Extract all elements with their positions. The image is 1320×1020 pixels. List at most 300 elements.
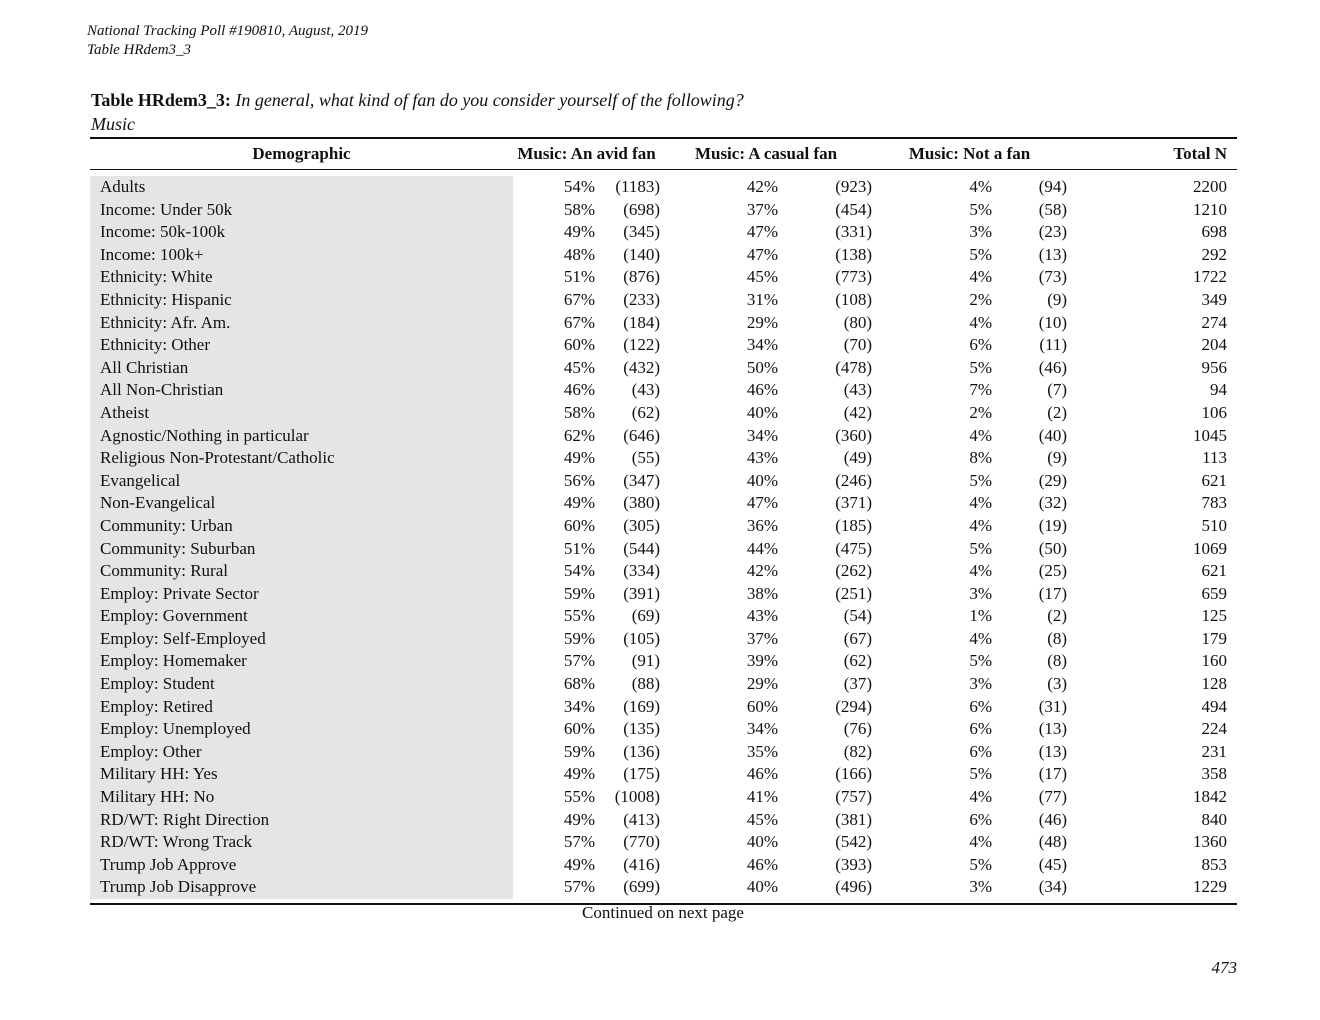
casual-fan-count: (49) (843, 448, 873, 468)
not-a-fan-pct: 6% (969, 719, 993, 739)
avid-fan-pct: 57% (563, 877, 595, 897)
table-row (90, 492, 1237, 515)
casual-fan-count: (331) (835, 222, 873, 242)
table-row (90, 763, 1237, 786)
total-n: 292 (1201, 244, 1228, 264)
casual-fan-pct: 34% (746, 425, 779, 445)
row-label: Employ: Other (90, 741, 513, 764)
table-row (90, 402, 1237, 425)
total-n: 2200 (1193, 177, 1228, 196)
avid-fan-pct: 54% (563, 177, 595, 196)
casual-fan-pct: 47% (746, 222, 779, 242)
avid-fan-count: (105) (623, 628, 661, 648)
casual-fan-count: (773) (835, 267, 873, 287)
casual-fan-count: (42) (843, 402, 873, 422)
table-row (90, 718, 1237, 741)
casual-fan-count: (108) (835, 289, 873, 309)
table-row (90, 221, 1237, 244)
not-a-fan-count: (48) (1038, 832, 1068, 852)
casual-fan-pct: 40% (746, 402, 779, 422)
not-a-fan-count: (17) (1038, 583, 1068, 603)
casual-fan-pct: 43% (746, 448, 779, 468)
casual-fan-pct: 40% (746, 470, 779, 490)
table-row (90, 244, 1237, 267)
avid-fan-pct: 49% (563, 222, 595, 242)
row-label: Agnostic/Nothing in particular (90, 425, 513, 448)
table-row (90, 176, 1237, 199)
not-a-fan-pct: 3% (969, 222, 993, 242)
avid-fan-pct: 46% (563, 380, 595, 400)
row-label: Employ: Homemaker (90, 650, 513, 673)
avid-fan-count: (699) (623, 877, 661, 897)
casual-fan-pct: 34% (746, 335, 779, 355)
row-label: Income: 100k+ (90, 244, 513, 267)
casual-fan-count: (475) (835, 538, 873, 558)
row-label: Atheist (90, 402, 513, 425)
row-label: Ethnicity: Other (90, 334, 513, 357)
not-a-fan-count: (8) (1047, 628, 1068, 648)
casual-fan-count: (360) (835, 425, 873, 445)
table-row (90, 583, 1237, 606)
total-n: 659 (1201, 583, 1228, 603)
casual-fan-pct: 34% (746, 719, 779, 739)
not-a-fan-pct: 5% (969, 244, 993, 264)
avid-fan-count: (55) (631, 448, 661, 468)
not-a-fan-count: (10) (1038, 312, 1068, 332)
avid-fan-pct: 55% (563, 606, 595, 626)
casual-fan-pct: 29% (746, 312, 779, 332)
page-header (87, 22, 368, 60)
avid-fan-pct: 56% (563, 470, 595, 490)
total-n: 510 (1201, 515, 1228, 535)
not-a-fan-count: (73) (1038, 267, 1068, 287)
not-a-fan-count: (34) (1038, 877, 1068, 897)
row-label: Employ: Private Sector (90, 583, 513, 606)
table-row (90, 357, 1237, 380)
not-a-fan-count: (46) (1038, 357, 1068, 377)
casual-fan-pct: 31% (746, 289, 779, 309)
table-row (90, 741, 1237, 764)
casual-fan-count: (381) (835, 809, 873, 829)
not-a-fan-count: (46) (1038, 809, 1068, 829)
avid-fan-count: (43) (631, 380, 661, 400)
avid-fan-pct: 34% (563, 696, 595, 716)
casual-fan-count: (478) (835, 357, 873, 377)
row-label: RD/WT: Right Direction (90, 809, 513, 832)
avid-fan-count: (1183) (615, 177, 661, 196)
not-a-fan-pct: 5% (969, 764, 993, 784)
avid-fan-count: (698) (623, 199, 661, 219)
not-a-fan-pct: 3% (969, 674, 993, 694)
table-row (90, 266, 1237, 289)
not-a-fan-pct: 1% (969, 606, 993, 626)
total-n: 125 (1201, 606, 1228, 626)
casual-fan-pct: 45% (746, 267, 779, 287)
table-row (90, 650, 1237, 673)
not-a-fan-count: (45) (1038, 854, 1068, 874)
casual-fan-pct: 29% (746, 674, 779, 694)
not-a-fan-count: (9) (1047, 289, 1068, 309)
row-label: Employ: Student (90, 673, 513, 696)
table-label: Table HRdem3_3: (91, 90, 231, 110)
row-label: RD/WT: Wrong Track (90, 831, 513, 854)
avid-fan-count: (233) (623, 289, 661, 309)
casual-fan-count: (82) (843, 741, 873, 761)
casual-fan-count: (923) (835, 177, 873, 196)
not-a-fan-pct: 4% (969, 787, 993, 807)
not-a-fan-pct: 3% (969, 877, 993, 897)
avid-fan-pct: 49% (563, 809, 595, 829)
crosstab-table (90, 139, 1237, 899)
table-row (90, 854, 1237, 877)
not-a-fan-pct: 4% (969, 493, 993, 513)
table-row (90, 831, 1237, 854)
casual-fan-count: (37) (843, 674, 873, 694)
casual-fan-count: (294) (835, 696, 873, 716)
not-a-fan-pct: 4% (969, 561, 993, 581)
total-n: 494 (1201, 696, 1228, 716)
casual-fan-count: (80) (843, 312, 873, 332)
table-row (90, 560, 1237, 583)
avid-fan-count: (140) (623, 244, 661, 264)
not-a-fan-count: (23) (1038, 222, 1068, 242)
row-label: Non-Evangelical (90, 492, 513, 515)
row-label: Employ: Self-Employed (90, 628, 513, 651)
table-row (90, 447, 1237, 470)
not-a-fan-count: (25) (1038, 561, 1068, 581)
casual-fan-count: (70) (843, 335, 873, 355)
table-row (90, 876, 1237, 899)
casual-fan-pct: 37% (746, 199, 779, 219)
casual-fan-pct: 46% (746, 854, 779, 874)
not-a-fan-count: (13) (1038, 741, 1068, 761)
casual-fan-count: (54) (843, 606, 873, 626)
total-n: 179 (1201, 628, 1228, 648)
casual-fan-count: (393) (835, 854, 873, 874)
row-label: All Christian (90, 357, 513, 380)
row-label: Evangelical (90, 470, 513, 493)
avid-fan-count: (334) (623, 561, 661, 581)
col-avid-fan: Music: An avid fan (517, 144, 656, 163)
casual-fan-pct: 42% (746, 177, 779, 196)
row-label: Religious Non-Protestant/Catholic (90, 447, 513, 470)
avid-fan-pct: 60% (563, 719, 595, 739)
table-row (90, 425, 1237, 448)
avid-fan-pct: 49% (563, 448, 595, 468)
table-row (90, 673, 1237, 696)
total-n: 1045 (1193, 425, 1228, 445)
col-demographic: Demographic (252, 144, 351, 163)
casual-fan-pct: 60% (746, 696, 779, 716)
avid-fan-pct: 58% (563, 199, 595, 219)
poll-title: National Tracking Poll #190810, August, 2019 (87, 23, 368, 39)
not-a-fan-count: (9) (1047, 448, 1068, 468)
avid-fan-count: (391) (623, 583, 661, 603)
not-a-fan-count: (19) (1038, 515, 1068, 535)
casual-fan-pct: 44% (746, 538, 779, 558)
avid-fan-count: (169) (623, 696, 661, 716)
table-row (90, 515, 1237, 538)
not-a-fan-pct: 3% (969, 583, 993, 603)
not-a-fan-count: (58) (1038, 199, 1068, 219)
table-row (90, 809, 1237, 832)
casual-fan-pct: 36% (746, 515, 779, 535)
casual-fan-count: (76) (843, 719, 873, 739)
not-a-fan-pct: 6% (969, 741, 993, 761)
avid-fan-pct: 55% (563, 787, 595, 807)
table-subtitle: Music (91, 114, 135, 134)
table-row (90, 312, 1237, 335)
avid-fan-pct: 45% (563, 357, 595, 377)
avid-fan-count: (345) (623, 222, 661, 242)
row-label: Community: Suburban (90, 538, 513, 561)
casual-fan-pct: 43% (746, 606, 779, 626)
casual-fan-pct: 47% (746, 244, 779, 264)
total-n: 128 (1201, 674, 1228, 694)
total-n: 358 (1201, 764, 1228, 784)
casual-fan-count: (542) (835, 832, 873, 852)
total-n: 1229 (1193, 877, 1228, 897)
avid-fan-pct: 49% (563, 764, 595, 784)
avid-fan-count: (876) (623, 267, 661, 287)
avid-fan-count: (646) (623, 425, 661, 445)
row-label: Military HH: Yes (90, 763, 513, 786)
not-a-fan-pct: 2% (969, 289, 993, 309)
total-n: 160 (1201, 651, 1228, 671)
row-label: All Non-Christian (90, 379, 513, 402)
row-label: Employ: Retired (90, 696, 513, 719)
total-n: 1069 (1193, 538, 1228, 558)
avid-fan-count: (91) (631, 651, 661, 671)
not-a-fan-pct: 6% (969, 335, 993, 355)
casual-fan-count: (138) (835, 244, 873, 264)
avid-fan-pct: 60% (563, 515, 595, 535)
total-n: 349 (1201, 289, 1228, 309)
casual-fan-pct: 50% (746, 357, 779, 377)
casual-fan-count: (246) (835, 470, 873, 490)
not-a-fan-pct: 6% (969, 809, 993, 829)
casual-fan-pct: 47% (746, 493, 779, 513)
casual-fan-pct: 41% (746, 787, 779, 807)
total-n: 224 (1201, 719, 1228, 739)
total-n: 1360 (1193, 832, 1228, 852)
continued-note: Continued on next page (582, 903, 744, 922)
not-a-fan-pct: 5% (969, 854, 993, 874)
total-n: 94 (1210, 380, 1228, 400)
total-n: 1842 (1193, 787, 1228, 807)
casual-fan-pct: 40% (746, 877, 779, 897)
not-a-fan-pct: 5% (969, 538, 993, 558)
total-n: 956 (1201, 357, 1228, 377)
casual-fan-count: (43) (843, 380, 873, 400)
not-a-fan-pct: 2% (969, 402, 993, 422)
row-label: Ethnicity: Hispanic (90, 289, 513, 312)
row-label: Adults (90, 176, 513, 199)
row-label: Ethnicity: Afr. Am. (90, 312, 513, 335)
table-row (90, 289, 1237, 312)
casual-fan-count: (262) (835, 561, 873, 581)
avid-fan-count: (380) (623, 493, 661, 513)
table-row (90, 379, 1237, 402)
row-label: Trump Job Approve (90, 854, 513, 877)
avid-fan-pct: 68% (563, 674, 595, 694)
avid-fan-pct: 54% (563, 561, 595, 581)
avid-fan-count: (175) (623, 764, 661, 784)
total-n: 1722 (1193, 267, 1228, 287)
not-a-fan-pct: 4% (969, 832, 993, 852)
avid-fan-count: (770) (623, 832, 661, 852)
table-row (90, 605, 1237, 628)
not-a-fan-count: (7) (1047, 380, 1068, 400)
total-n: 853 (1201, 854, 1228, 874)
casual-fan-pct: 35% (746, 741, 779, 761)
table-row (90, 334, 1237, 357)
row-label: Employ: Unemployed (90, 718, 513, 741)
total-n: 231 (1201, 741, 1228, 761)
not-a-fan-pct: 4% (969, 177, 993, 196)
not-a-fan-count: (31) (1038, 696, 1068, 716)
total-n: 106 (1201, 402, 1228, 422)
not-a-fan-pct: 4% (969, 267, 993, 287)
not-a-fan-count: (17) (1038, 764, 1068, 784)
not-a-fan-pct: 4% (969, 312, 993, 332)
not-a-fan-pct: 7% (969, 380, 993, 400)
total-n: 113 (1202, 448, 1228, 468)
total-n: 698 (1201, 222, 1228, 242)
table-question: In general, what kind of fan do you consider yourself of the following? (235, 90, 744, 110)
avid-fan-count: (347) (623, 470, 661, 490)
row-label: Ethnicity: White (90, 266, 513, 289)
table-row (90, 696, 1237, 719)
casual-fan-count: (166) (835, 764, 873, 784)
avid-fan-pct: 67% (563, 312, 595, 332)
table-body (90, 176, 1237, 899)
casual-fan-pct: 45% (746, 809, 779, 829)
casual-fan-pct: 38% (746, 583, 779, 603)
not-a-fan-pct: 5% (969, 470, 993, 490)
not-a-fan-count: (40) (1038, 425, 1068, 445)
not-a-fan-count: (3) (1047, 674, 1068, 694)
avid-fan-count: (1008) (614, 787, 661, 807)
casual-fan-pct: 37% (746, 628, 779, 648)
avid-fan-pct: 57% (563, 651, 595, 671)
avid-fan-count: (88) (631, 674, 661, 694)
col-casual-fan: Music: A casual fan (694, 144, 838, 163)
avid-fan-count: (544) (623, 538, 661, 558)
not-a-fan-count: (32) (1038, 493, 1068, 513)
avid-fan-count: (136) (623, 741, 661, 761)
avid-fan-pct: 49% (563, 493, 595, 513)
avid-fan-count: (69) (631, 606, 661, 626)
total-n: 274 (1201, 312, 1228, 332)
avid-fan-pct: 59% (563, 741, 595, 761)
casual-fan-pct: 46% (746, 380, 779, 400)
row-label: Trump Job Disapprove (90, 876, 513, 899)
table-row (90, 628, 1237, 651)
not-a-fan-pct: 4% (969, 515, 993, 535)
total-n: 621 (1201, 561, 1228, 581)
avid-fan-count: (432) (623, 357, 661, 377)
row-label: Community: Urban (90, 515, 513, 538)
not-a-fan-pct: 5% (969, 651, 993, 671)
header-row (90, 139, 1237, 169)
total-n: 840 (1201, 809, 1228, 829)
not-a-fan-count: (2) (1047, 402, 1068, 422)
not-a-fan-count: (94) (1038, 177, 1068, 196)
casual-fan-count: (251) (835, 583, 873, 603)
casual-fan-count: (496) (835, 877, 873, 897)
table-caption (91, 88, 744, 136)
not-a-fan-pct: 6% (969, 696, 993, 716)
avid-fan-pct: 57% (563, 832, 595, 852)
avid-fan-pct: 60% (563, 335, 595, 355)
avid-fan-count: (413) (623, 809, 661, 829)
avid-fan-pct: 49% (563, 854, 595, 874)
row-label: Military HH: No (90, 786, 513, 809)
not-a-fan-count: (13) (1038, 719, 1068, 739)
avid-fan-count: (184) (623, 312, 661, 332)
avid-fan-pct: 59% (563, 583, 595, 603)
total-n: 783 (1201, 493, 1228, 513)
table-id: Table HRdem3_3 (87, 42, 192, 58)
page-number: 473 (1211, 958, 1237, 977)
not-a-fan-count: (2) (1047, 606, 1068, 626)
not-a-fan-count: (13) (1038, 244, 1068, 264)
row-label: Income: 50k-100k (90, 221, 513, 244)
avid-fan-count: (122) (623, 335, 661, 355)
not-a-fan-count: (8) (1047, 651, 1068, 671)
avid-fan-count: (62) (631, 402, 661, 422)
crosstab-table-container (90, 137, 1237, 905)
avid-fan-pct: 58% (563, 402, 595, 422)
not-a-fan-pct: 8% (969, 448, 993, 468)
avid-fan-count: (416) (623, 854, 661, 874)
avid-fan-pct: 51% (563, 267, 595, 287)
not-a-fan-count: (77) (1038, 787, 1068, 807)
avid-fan-pct: 67% (563, 289, 595, 309)
not-a-fan-pct: 4% (969, 628, 993, 648)
table-row (90, 470, 1237, 493)
avid-fan-count: (305) (623, 515, 661, 535)
not-a-fan-count: (11) (1039, 335, 1068, 355)
not-a-fan-pct: 4% (969, 425, 993, 445)
total-n: 204 (1201, 335, 1228, 355)
table-row (90, 199, 1237, 222)
avid-fan-count: (135) (623, 719, 661, 739)
table-row (90, 538, 1237, 561)
not-a-fan-count: (29) (1038, 470, 1068, 490)
row-label: Income: Under 50k (90, 199, 513, 222)
casual-fan-count: (185) (835, 515, 873, 535)
col-not-a-fan: Music: Not a fan (908, 144, 1031, 163)
casual-fan-pct: 40% (746, 832, 779, 852)
casual-fan-count: (757) (835, 787, 873, 807)
casual-fan-pct: 46% (746, 764, 779, 784)
casual-fan-pct: 42% (746, 561, 779, 581)
casual-fan-count: (67) (843, 628, 873, 648)
casual-fan-count: (62) (843, 651, 873, 671)
casual-fan-count: (454) (835, 199, 873, 219)
row-label: Community: Rural (90, 560, 513, 583)
not-a-fan-pct: 5% (969, 199, 993, 219)
total-n: 621 (1201, 470, 1228, 490)
casual-fan-count: (371) (835, 493, 873, 513)
not-a-fan-pct: 5% (969, 357, 993, 377)
avid-fan-pct: 59% (563, 628, 595, 648)
avid-fan-pct: 48% (563, 244, 595, 264)
col-total-n: Total N (1173, 144, 1228, 163)
total-n: 1210 (1193, 199, 1228, 219)
